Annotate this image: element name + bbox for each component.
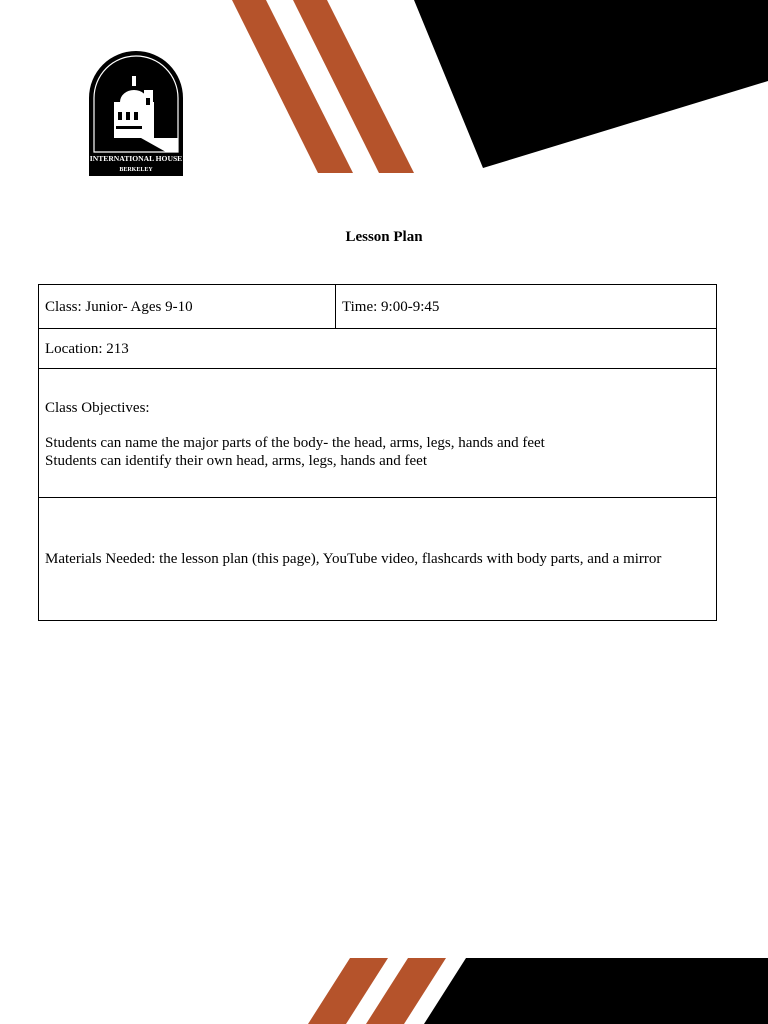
materials-row — [39, 497, 716, 620]
bottom-black-shape — [424, 958, 768, 1024]
materials-cell: Materials Needed: the lesson plan (this page), YouTube video, flashcards with body parts, and a mirror — [45, 551, 662, 567]
objectives-label: Class Objectives: — [45, 400, 150, 416]
top-orange-stripe-left — [232, 0, 353, 173]
class-time-row — [39, 285, 716, 328]
location-cell: Location: 213 — [45, 340, 129, 357]
objectives-row — [39, 368, 716, 497]
international-house-logo — [86, 50, 186, 178]
objective-item: Students can identify their own head, arms, legs, hands and feet — [45, 453, 427, 469]
lesson-plan-table — [38, 284, 717, 621]
logo-text-line2: Berkeley — [119, 167, 153, 173]
time-cell: Time: 9:00-9:45 — [342, 298, 440, 315]
document-title: Lesson Plan — [345, 229, 423, 245]
objectives-cell — [39, 369, 716, 497]
bottom-orange-stripe-left — [308, 958, 388, 1024]
top-black-shape — [414, 0, 768, 168]
bottom-orange-stripe-right — [366, 958, 446, 1024]
top-orange-stripe-right — [293, 0, 414, 173]
location-row — [39, 328, 716, 368]
objective-item: Students can name the major parts of the body- the head, arms, legs, hands and feet — [45, 435, 545, 451]
logo-text-line1: International House — [89, 154, 183, 163]
class-info-cell: Class: Junior- Ages 9-10 — [39, 285, 336, 328]
